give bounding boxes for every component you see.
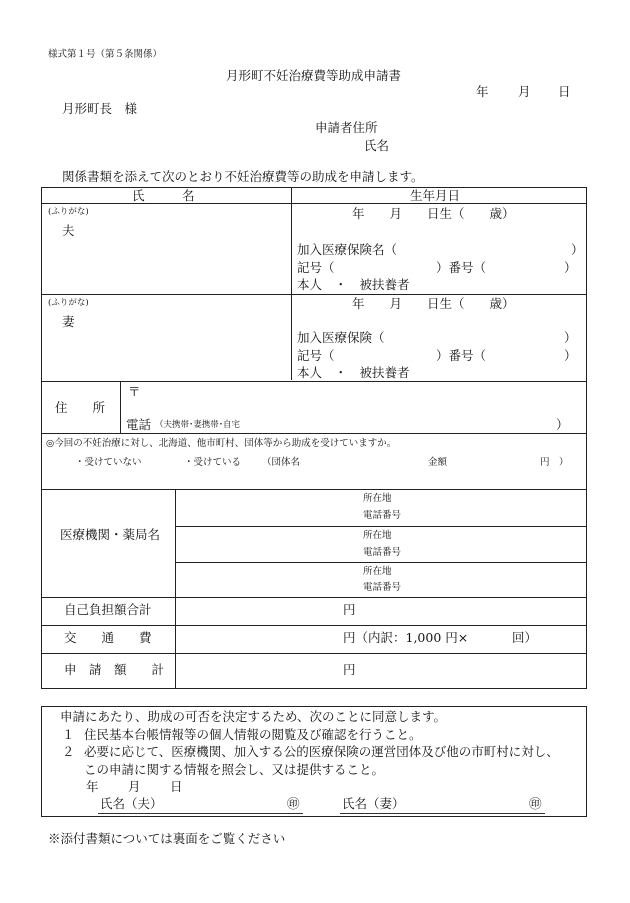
wife-status: 本人 ・ 被扶養者: [297, 365, 410, 380]
address-label: 住 所: [55, 400, 106, 415]
wife-signature-line: [340, 813, 545, 814]
wife-seal-mark: ㊞: [529, 796, 542, 811]
total-unit: 円: [343, 662, 356, 677]
husband-signature-label: 氏名（夫）: [100, 796, 163, 811]
wife-birthdate: 年 月 日生（ 歳）: [352, 296, 515, 311]
wife-symbol-label: 記号（: [297, 348, 335, 363]
column-divider: [175, 489, 176, 689]
consent-border: [41, 706, 42, 817]
intro-text: 関係書類を添えて次のとおり不妊治療費等の助成を申請します。: [62, 169, 424, 184]
husband-signature-line: [98, 813, 303, 814]
self-pay-label: 自己負担額合計: [64, 602, 152, 617]
phone-close: ）: [556, 417, 569, 432]
date-year: 年: [476, 84, 489, 99]
attachment-note: ※添付書類については裏面をご覧ください: [48, 831, 286, 846]
subsidy-option-yes: ・受けている: [184, 457, 242, 468]
column-divider: [120, 381, 121, 433]
applicant-address-label: 申請者住所: [315, 120, 378, 135]
form-number: 様式第１号（第５条関係）: [48, 49, 163, 60]
row-divider: [41, 381, 587, 382]
self-pay-unit: 円: [343, 602, 356, 617]
husband-symbol-label: 記号（: [297, 260, 335, 275]
consent-item-2-number: ２: [62, 744, 75, 759]
wife-insurance-close: ）: [564, 330, 577, 345]
consent-item-1-number: １: [62, 727, 75, 742]
transport-detail: 円（内訳：1,000 円×: [343, 630, 469, 645]
wife-number-label: ）番号（: [436, 348, 487, 363]
husband-furigana-label: (ふりがな): [48, 207, 89, 217]
column-header-name: 氏 名: [132, 188, 195, 203]
row-divider: [175, 562, 587, 563]
clinic-phone-label: 電話番号: [363, 582, 402, 593]
clinic-location-label: 所在地: [363, 530, 392, 541]
row-divider: [41, 625, 587, 626]
clinic-phone-label: 電話番号: [363, 510, 402, 521]
transport-label: 交 通 費: [64, 630, 152, 645]
table-border: [41, 187, 42, 689]
column-divider: [291, 187, 292, 380]
table-border: [586, 187, 587, 689]
consent-year: 年: [86, 779, 99, 794]
column-header-birthdate: 生年月日: [410, 188, 461, 203]
date-day: 日: [558, 84, 571, 99]
wife-number-close: ）: [564, 348, 577, 363]
clinic-label: 医療機関・薬局名: [60, 527, 161, 542]
husband-status: 本人 ・ 被扶養者: [297, 277, 410, 292]
husband-number-close: ）: [564, 260, 577, 275]
consent-item-2-line-2: この申請に関する情報を照会し、又は提供すること。: [84, 762, 385, 777]
husband-insurance-label: 加入医療保険名（: [297, 242, 398, 257]
postal-mark: 〒: [128, 384, 141, 399]
addressee: 月形町長 様: [62, 101, 138, 116]
subsidy-yen: 円 ）: [540, 457, 569, 468]
subsidy-option-no: ・受けていない: [75, 457, 142, 468]
phone-note: （夫携帯･妻携帯･自宅: [155, 420, 241, 430]
consent-item-2-line-1: 必要に応じて、医療機関、加入する公的医療保険の運営団体及び他の市町村に対し、: [84, 744, 559, 759]
husband-seal-mark: ㊞: [287, 796, 300, 811]
wife-signature-label: 氏名（妻）: [342, 796, 405, 811]
table-border: [41, 187, 587, 188]
row-divider: [41, 597, 587, 598]
consent-border: [41, 706, 587, 707]
row-divider: [41, 294, 587, 295]
subsidy-question: ◎今回の不妊治療に対し、北海道、他市町村、団体等から助成を受けていますか。: [46, 438, 397, 449]
clinic-location-label: 所在地: [363, 493, 392, 504]
applicant-name-label: 氏名: [364, 138, 390, 153]
wife-furigana-label: (ふりがな): [48, 298, 89, 308]
row-divider: [175, 526, 587, 527]
wife-label: 妻: [62, 314, 75, 329]
subsidy-amount-label: 金額: [428, 457, 448, 468]
phone-label: 電話: [126, 417, 152, 432]
row-divider: [41, 203, 587, 204]
total-label: 申 請 額 計: [64, 662, 165, 677]
date-month: 月: [518, 84, 531, 99]
husband-insurance-close: ）: [571, 242, 584, 257]
consent-border: [41, 816, 587, 817]
clinic-phone-label: 電話番号: [363, 547, 402, 558]
table-border: [41, 688, 587, 689]
subsidy-org-label: （団体名: [262, 457, 301, 468]
row-divider: [41, 433, 587, 434]
row-divider: [41, 653, 587, 654]
husband-label: 夫: [62, 223, 75, 238]
clinic-location-label: 所在地: [363, 566, 392, 577]
row-divider: [41, 489, 587, 490]
transport-times: 回）: [512, 630, 538, 645]
husband-birthdate: 年 月 日生（ 歳）: [352, 206, 515, 221]
consent-month: 月: [128, 779, 141, 794]
consent-item-1: 住民基本台帳情報等の個人情報の閲覧及び確認を行うこと。: [84, 727, 422, 742]
husband-number-label: ）番号（: [436, 260, 487, 275]
consent-intro: 申請にあたり、助成の可否を決定するため、次のことに同意します。: [60, 709, 447, 724]
consent-day: 日: [170, 779, 183, 794]
wife-insurance-label: 加入医療保険（: [297, 330, 385, 345]
document-title: 月形町不妊治療費等助成申請書: [226, 68, 402, 83]
consent-border: [586, 706, 587, 817]
